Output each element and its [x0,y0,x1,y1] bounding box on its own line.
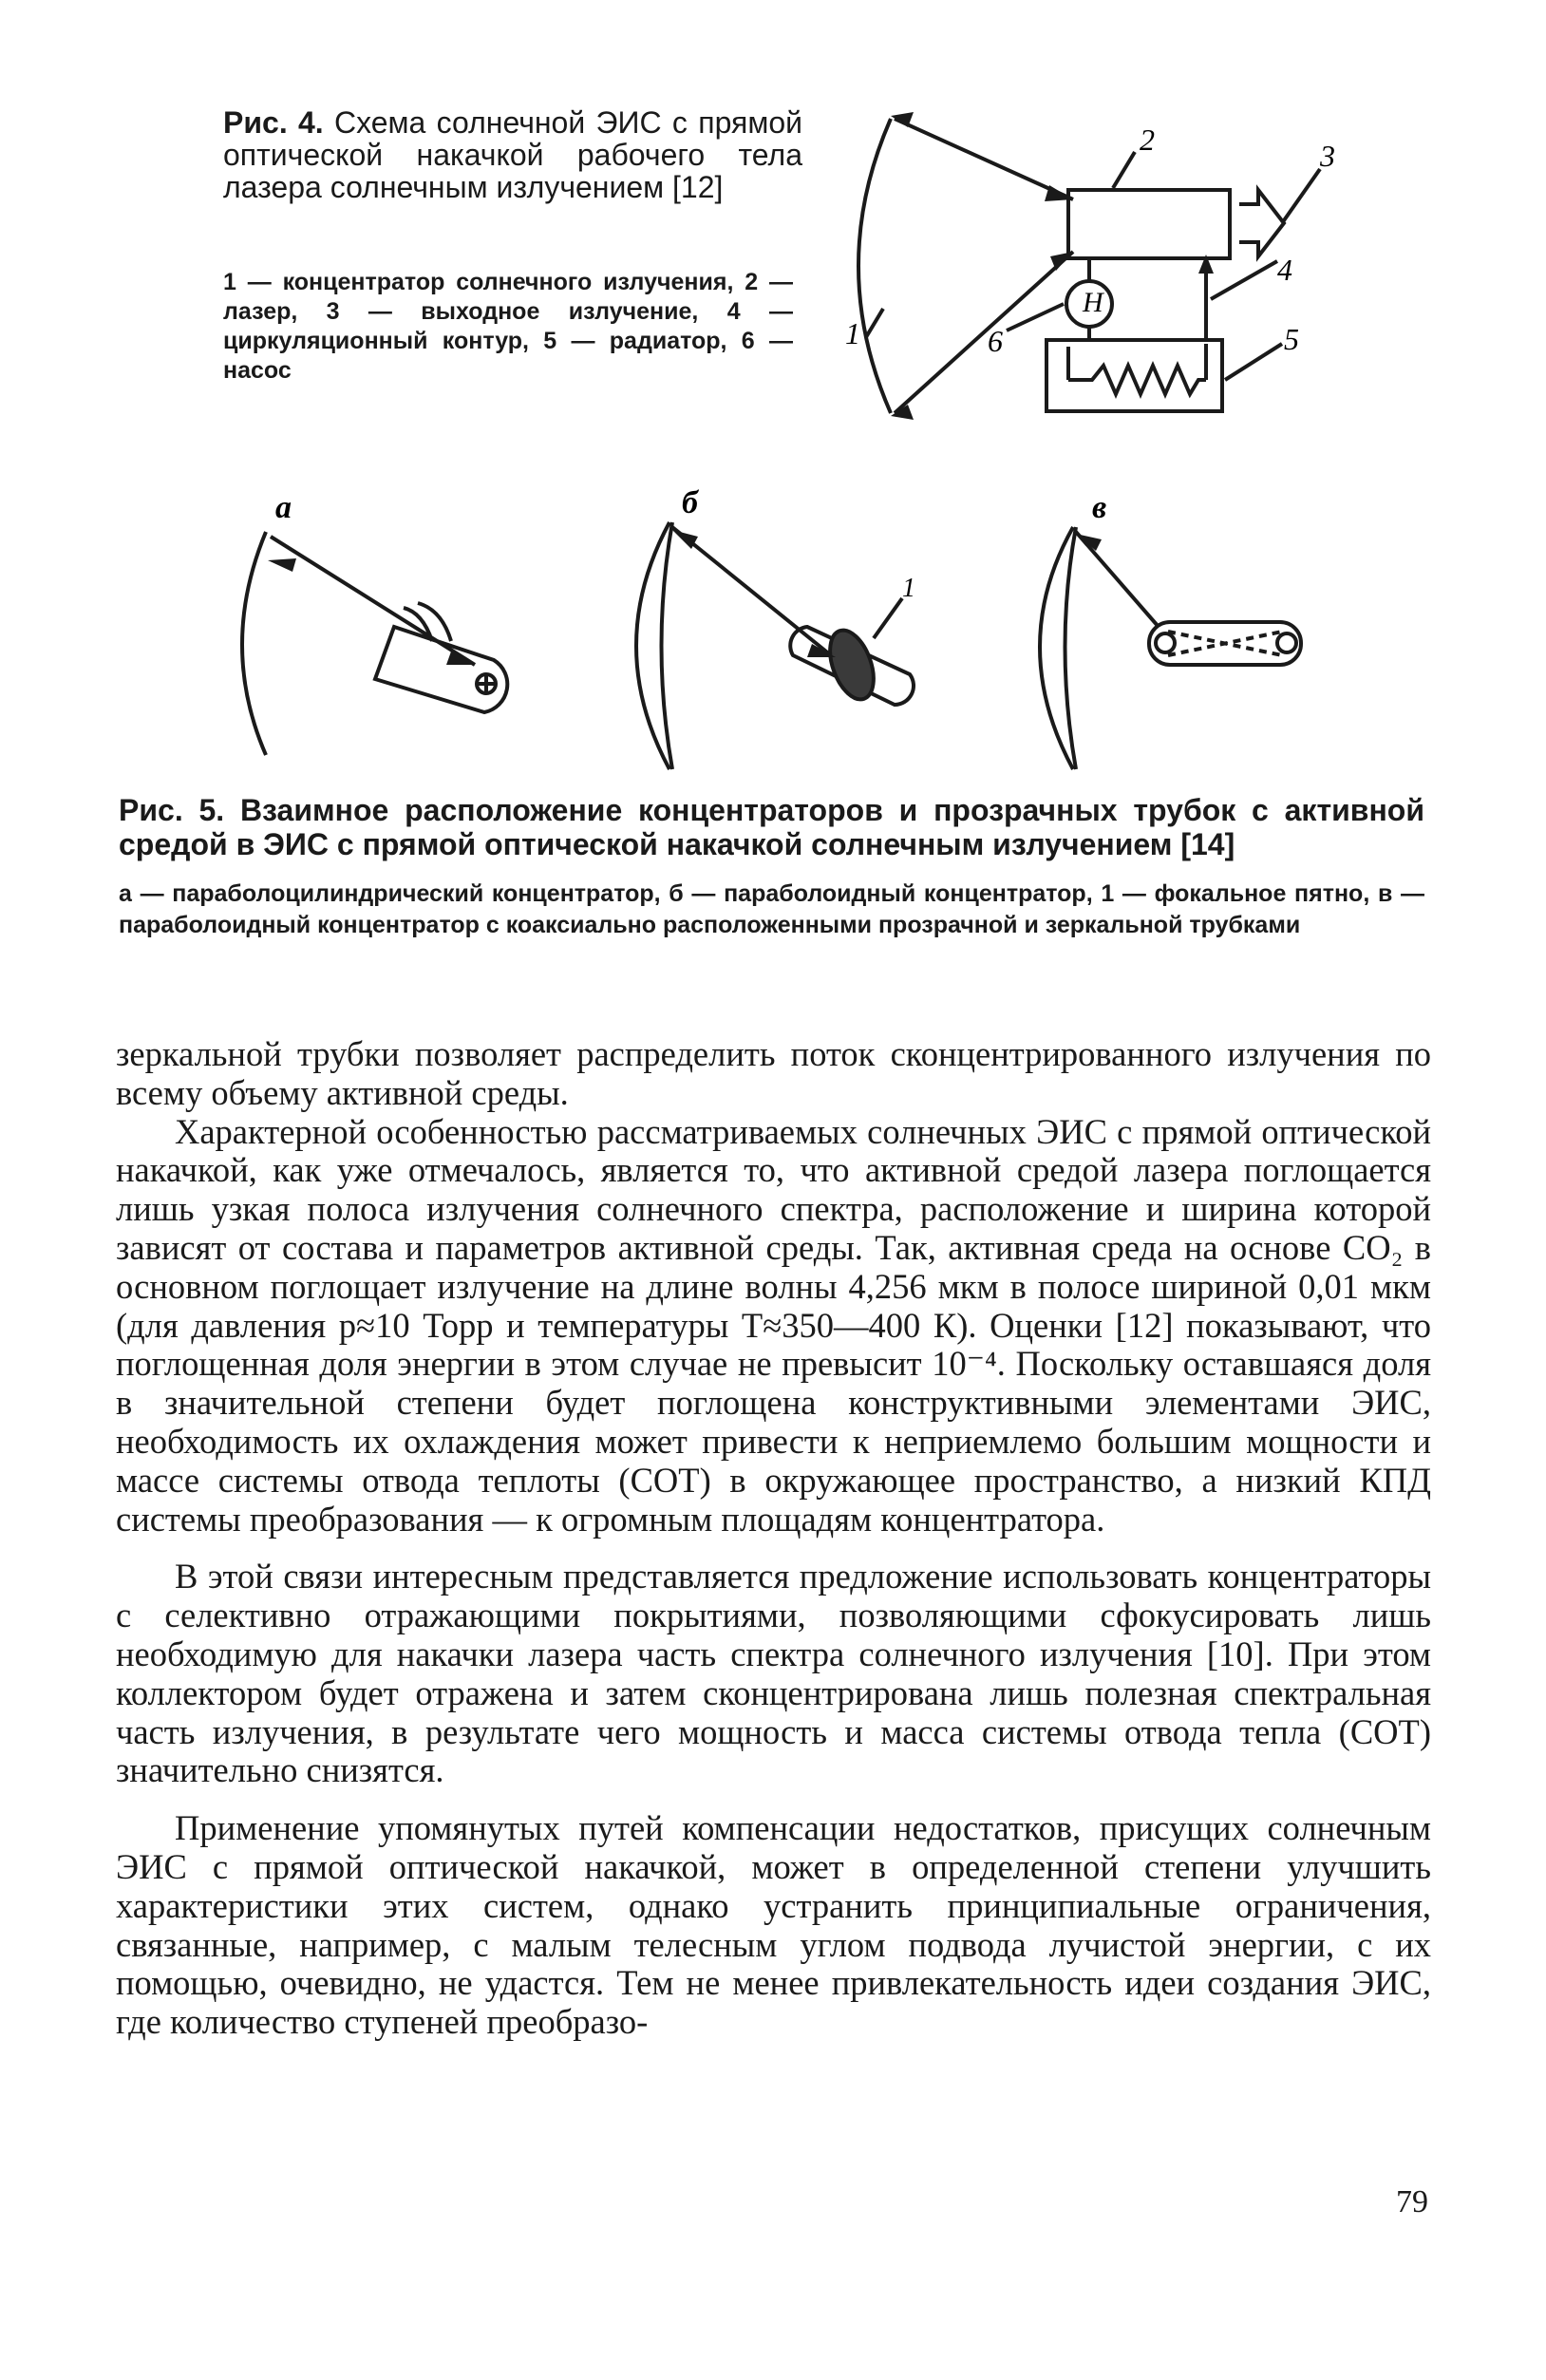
fig4-caption [223,106,802,203]
fig5-caption [119,793,1424,861]
tube-a [375,627,507,712]
page-number: 79 [1396,2184,1428,2219]
fig5-label-c: в [1092,490,1107,525]
ray-c [1076,532,1159,627]
body-text [116,1035,1431,2042]
pump-label: Н [1083,287,1103,318]
fig4-caption-label: Рис. 4. [223,105,324,140]
fig4-label-2: 2 [1140,123,1155,157]
output-arrow [1239,190,1284,256]
fig4-label-5: 5 [1284,322,1299,356]
paragraph-2: Характерной особенностью рассматриваемых солнечных ЭИС с прямой оптической накачкой, как уже отмечалось, является то, что активной средой лазера поглощается лишь узкая полоса излучения солнечного спектра, расположение и ширина которой зависят от состава и параметров активной среды. Так, активная среда на основе CO₂ в основном поглощает излучение на длине волны 4,256 мкм в полосе шириной 0,01 мкм (для давления p≈10 Торр и температуры T≈350—400 К). Оценки [12] показывают, что поглощенная доля энергии в этом случае не превысит 10⁻⁴. Поскольку оставшаяся доля в значительной степени будет поглощена конструктивными элементами ЭИС, необходимость их охлаждения может привести к неприемлемо большим мощности и массе системы отвода теплоты (СОТ) в окружающее пространство, а низкий КПД системы преобразования — к огромным площадям концентратора. [116,1111,1431,1539]
concentrator-a [242,532,266,755]
ray-top [895,119,1073,199]
fig4-legend: 1 — концентратор солнечного излучения, 2 — лазер, 3 — выходное излучение, 4 — циркуляционный контур, 5 — радиатор, 6 — насос [223,269,793,384]
concentrator-mirror [858,119,891,413]
fig4-label-3: 3 [1320,139,1335,173]
paragraph-3: В этой связи интересным представляется предложение использовать концентраторы с селективно отражающими покрытиями, позволяющими сфокусировать лишь необходимую для накачки лазера часть спектра солнечного излучения [10]. При этом коллектором будет отражена и затем сконцентрирована лишь полезная спектральная часть излучения, в результате чего мощность и масса системы отвода тепла (СОТ) значительно снизятся. [116,1557,1431,1790]
concentrator-c [1040,527,1073,769]
paragraph-4: Применение упомянутых путей компенсации недостатков, присущих солнечным ЭИС с прямой оптической накачкой, может в определенной степени улучшить характеристики этих систем, однако устранить принципиальные ограничения, связанные, например, с малым телесным углом подвода лучистой энергии, с их помощью, очевидно, не удастся. Тем не менее привлекательность идеи создания ЭИС, где количество ступеней преобразо- [116,1808,1431,2042]
ray-b [672,527,831,655]
ray-a [271,537,475,665]
fig5-label-1: 1 [902,574,915,603]
radiator-coil [1068,366,1206,394]
fig5-caption-label: Рис. 5. [119,793,225,827]
fig4-diagram [807,95,1339,446]
fig4-label-1: 1 [845,316,860,350]
laser-box [1068,190,1230,258]
paragraph-1: зеркальной трубки позволяет распределить поток сконцентрированного излучения по всему объему активной среды. [116,1034,1431,1112]
fig5-label-a: а [275,490,292,525]
fig5-label-b: б [682,485,698,520]
fig5-diagram [218,484,1358,779]
fig4-label-6: 6 [988,324,1003,358]
fig5-caption-text: Взаимное расположение концентраторов и прозрачных трубок с активной средой в ЭИС с прямой оптической накачкой солнечным излучением [14] [119,793,1425,861]
fig5-legend: а — параболоцилиндрический концентратор, б — параболоидный концентратор, 1 — фокальное пятно, в — параболоидный концентратор с коаксиально расположенными прозрачной и зеркальной трубками [119,880,1424,938]
fig4-caption-text: Схема солнечной ЭИС с прямой оптической накачкой рабочего тела лазера солнечным излучением [12] [223,105,803,204]
fig4-label-4: 4 [1277,253,1292,287]
concentrator-b [636,522,669,769]
